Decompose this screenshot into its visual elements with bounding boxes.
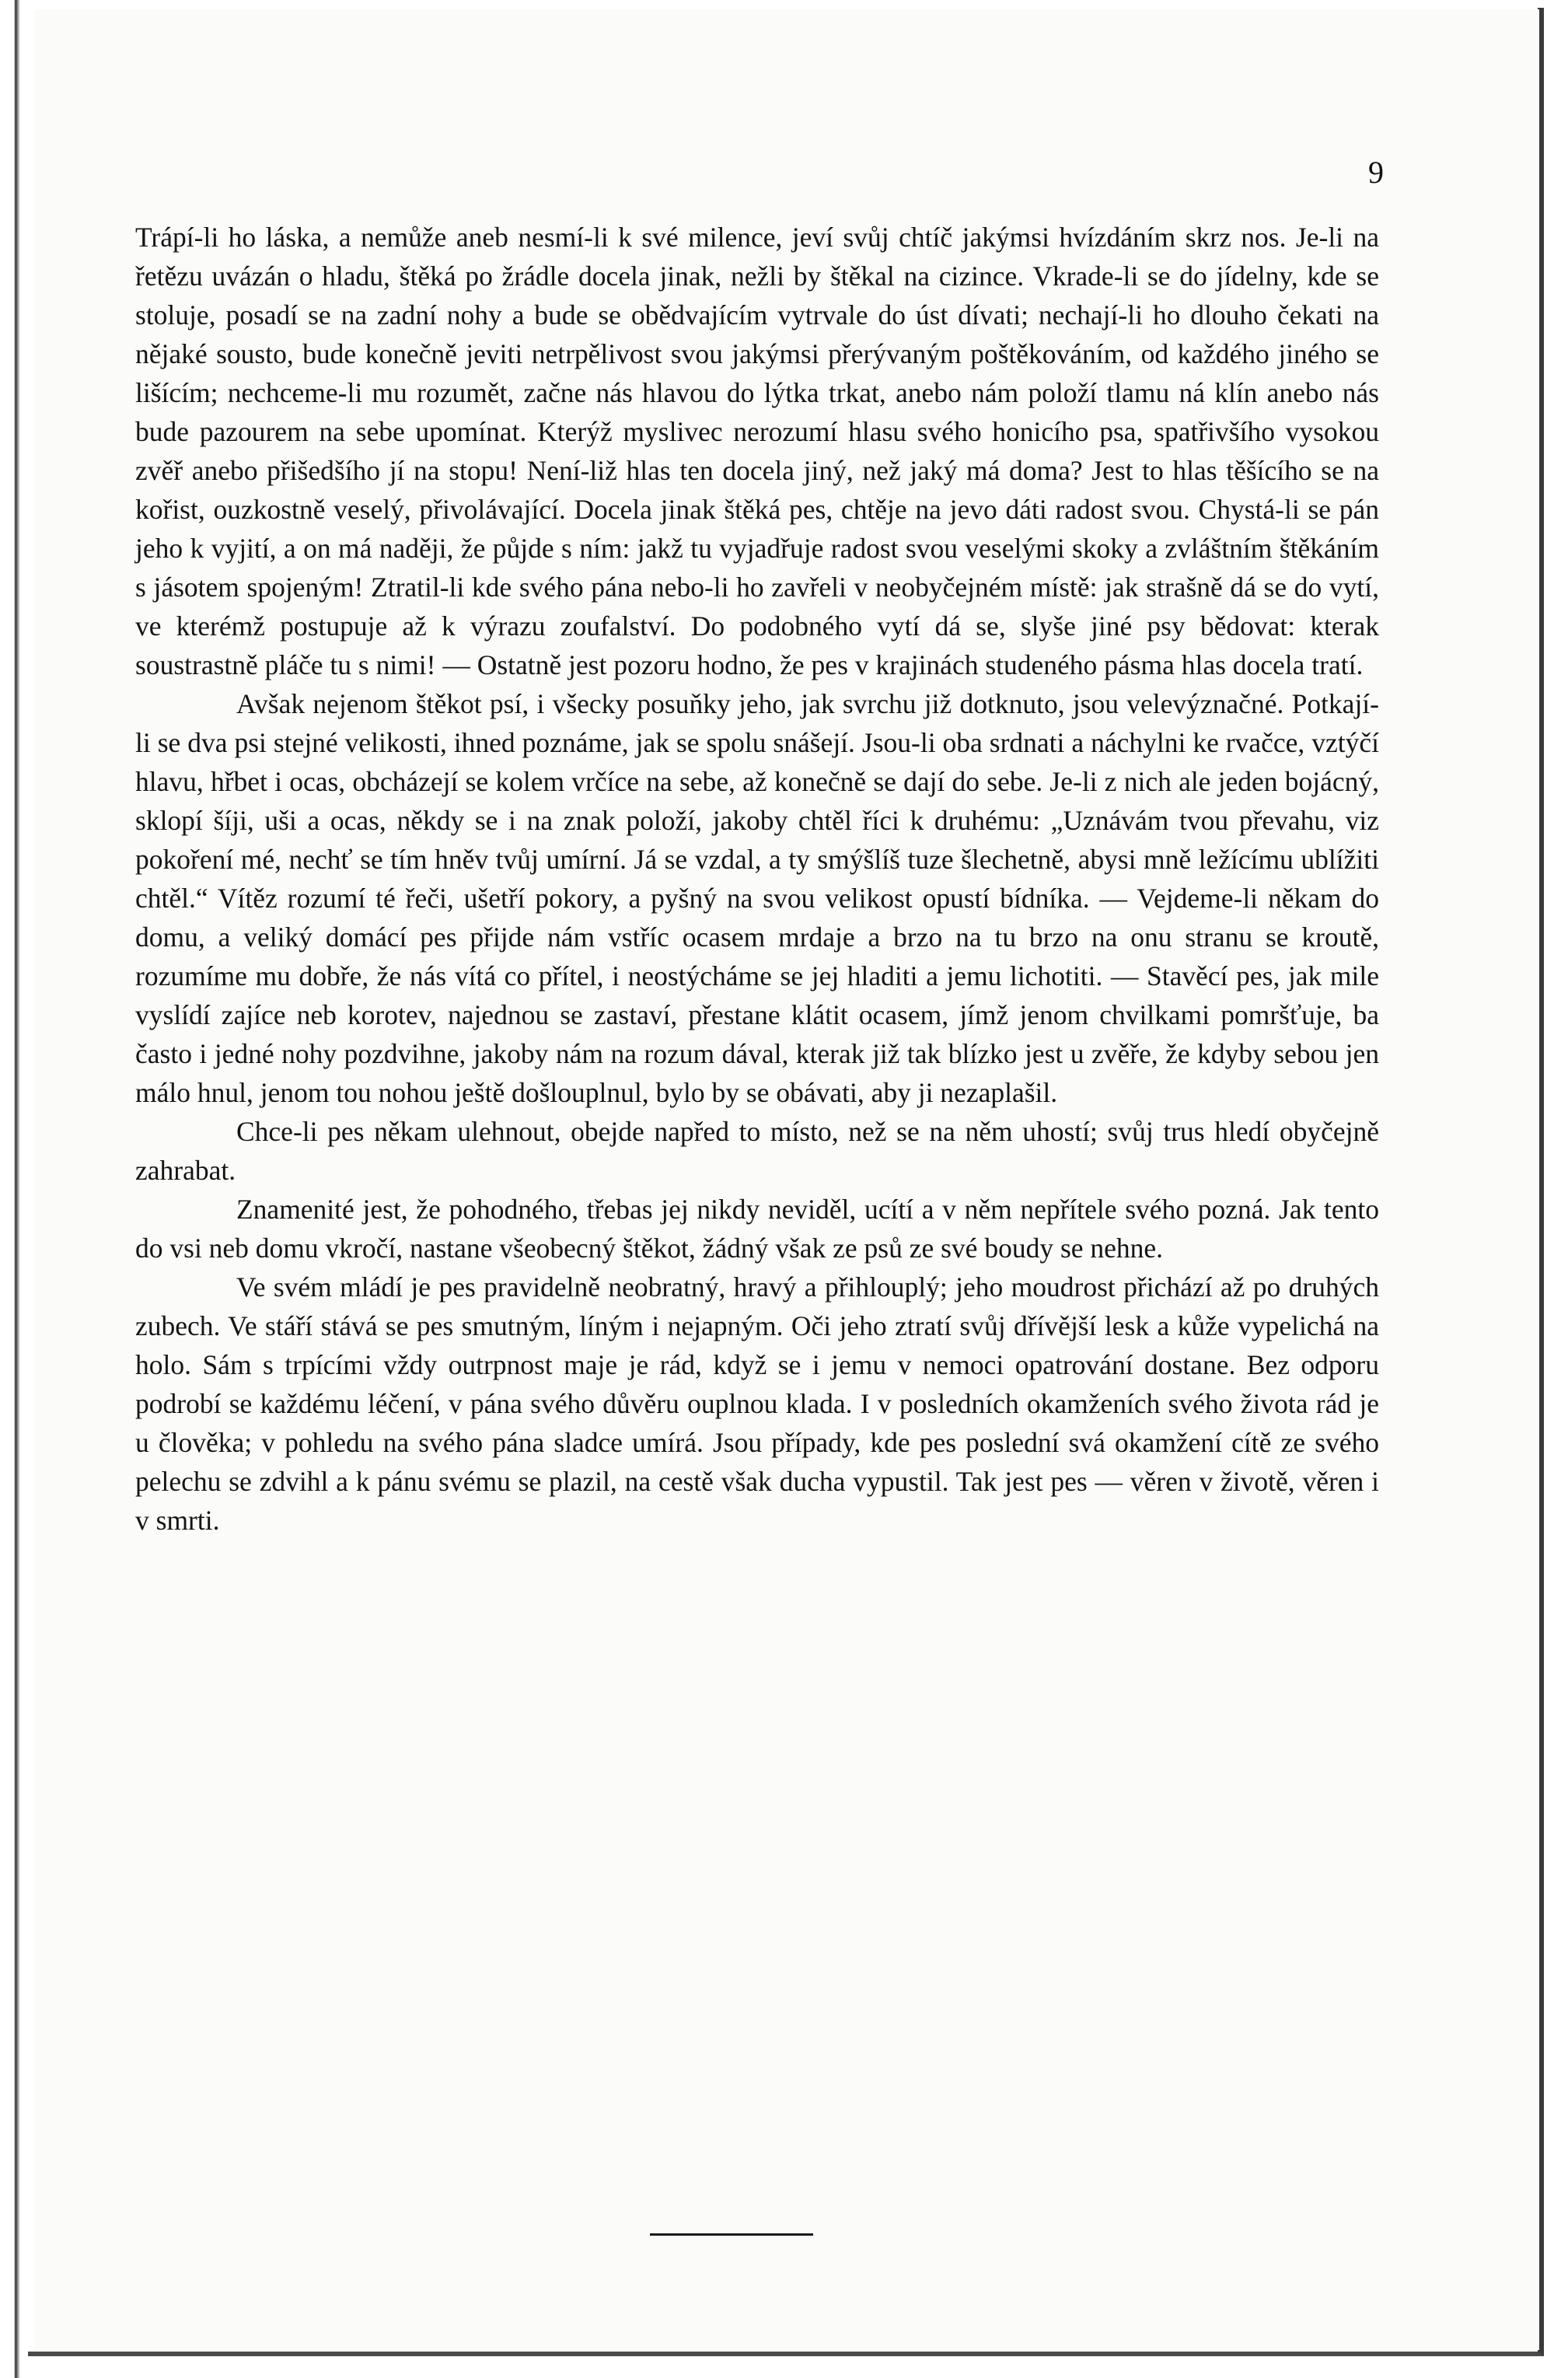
book-page — [34, 9, 1539, 2350]
section-end-rule — [650, 2233, 813, 2236]
body-text — [135, 218, 1379, 1540]
paragraph: Znamenité jest, že pohodného, třebas jej nikdy neviděl, ucítí a v něm nepřítele svého pozná. Jak tento do vsi neb domu vkročí, nastane všeobecný štěkot, žádný však ze psů ze své boudy se nehne. — [135, 1194, 1379, 1264]
page-number: 9 — [1368, 155, 1384, 190]
paragraph: Trápí-li ho láska, a nemůže aneb nesmí-li k své milence, jeví svůj chtíč jakýmsi hvízdáním skrz nos. Je-li na řetězu uvázán o hladu, štěká po žrádle docela jinak, nežli by štěkal na cizince. Vkrade-li se do jídelny, kde se stoluje, posadí se na zadní nohy a bude se obědvajícím vytrvale do úst dívati; nechají-li ho dlouho čekati na nějaké sousto, bude konečně jeviti netrpělivost svou jakýmsi přerývaným poštěkováním, od každého jiného se lišícím; nechceme-li mu rozumět, začne nás hlavou do lýtka trkat, anebo nám položí tlamu ná klín anebo nás bude pazourem na sebe upomínat. Kterýž myslivec nerozumí hlasu svého honicího psa, spatřivšího vysokou zvěř anebo přišedšího jí na stopu! Není-liž hlas ten docela jiný, než jaký má doma? Jest to hlas těšícího se na kořist, ouzkostně veselý, přivolávající. Docela jinak štěká pes, chtěje na jevo dáti radost svou. Chystá-li se pán jeho k vyjití, a on má naději, že půjde s ním: jakž tu vyjadřuje radost svou veselými skoky a zvláštním štěkáním s jásotem spojeným! Ztratil-li kde svého pána nebo-li ho zavřeli v neobyčejném místě: jak strašně dá se do vytí, ve kterémž postupuje až k výrazu zoufalství. Do podobného vytí dá se, slyše jiné psy bědovat: kterak soustrastně pláče tu s nimi! — Ostatně jest pozoru hodno, že pes v krajinách studeného pásma hlas docela tratí. — [135, 222, 1379, 680]
scan-binding-edge — [0, 0, 28, 2378]
paragraph: Chce-li pes někam ulehnout, obejde napřed to místo, než se na něm uhostí; svůj trus hledí obyčejně zahrabat. — [135, 1116, 1379, 1186]
paragraph: Avšak nejenom štěkot psí, i všecky posuňky jeho, jak svrchu již dotknuto, jsou velevýznačné. Potkají-li se dva psi stejné velikosti, ihned poznáme, jak se spolu snášejí. Jsou-li oba srdnati a náchylni ke rvačce, vztýčí hlavu, hřbet i ocas, obcházejí se kolem vrčíce na sebe, až konečně se dají do sebe. Je-li z nich ale jeden bojácný, sklopí šíji, uši a ocas, někdy se i na znak položí, jakoby chtěl říci k druhému: „Uznávám tvou převahu, viz pokoření mé, nechť se tím hněv tvůj umírní. Já se vzdal, a ty smýšlíš tuze šlechetně, abysi mně ležícímu ublížiti chtěl.“ Vítěz rozumí té řeči, ušetří pokory, a pyšný na svou velikost opustí bídníka. — Vejdeme-li někam do domu, a veliký domácí pes přijde nám vstříc ocasem mrdaje a brzo na tu brzo na onu stranu se kroutě, rozumíme mu dobře, že nás vítá co přítel, i neostýcháme se jej hladiti a jemu lichotiti. — Stavěcí pes, jak mile vyslídí zajíce neb korotev, najednou se zastaví, přestane klátit ocasem, jímž jenom chvilkami pomršťuje, ba často i jedné nohy pozdvihne, jakoby nám na rozum dával, kterak již tak blízko jest u zvěře, že kdyby sebou jen málo hnul, jenom tou nohou ještě došlouplnul, bylo by se obávati, aby ji nezaplašil. — [135, 688, 1379, 1108]
paragraph: Ve svém mládí je pes pravidelně neobratný, hravý a přihlouplý; jeho moudrost přichází až po druhých zubech. Ve stáří stává se pes smutným, líným i nejapným. Oči jeho ztratí svůj dřívější lesk a kůže vypelichá na holo. Sám s trpícími vždy outrpnost maje je rád, když se i jemu v nemoci opatrování dostane. Bez odporu podrobí se každému léčení, v pána svého důvěru ouplnou klada. I v posledních okamženích svého života rád je u člověka; v pohledu na svého pána sladce umírá. Jsou případy, kde pes poslední svá okamžení cítě ze svého pelechu se zdvihl a k pánu svému se plazil, na cestě však ducha vypustil. Tak jest pes — věren v životě, věren i v smrti. — [135, 1271, 1379, 1536]
